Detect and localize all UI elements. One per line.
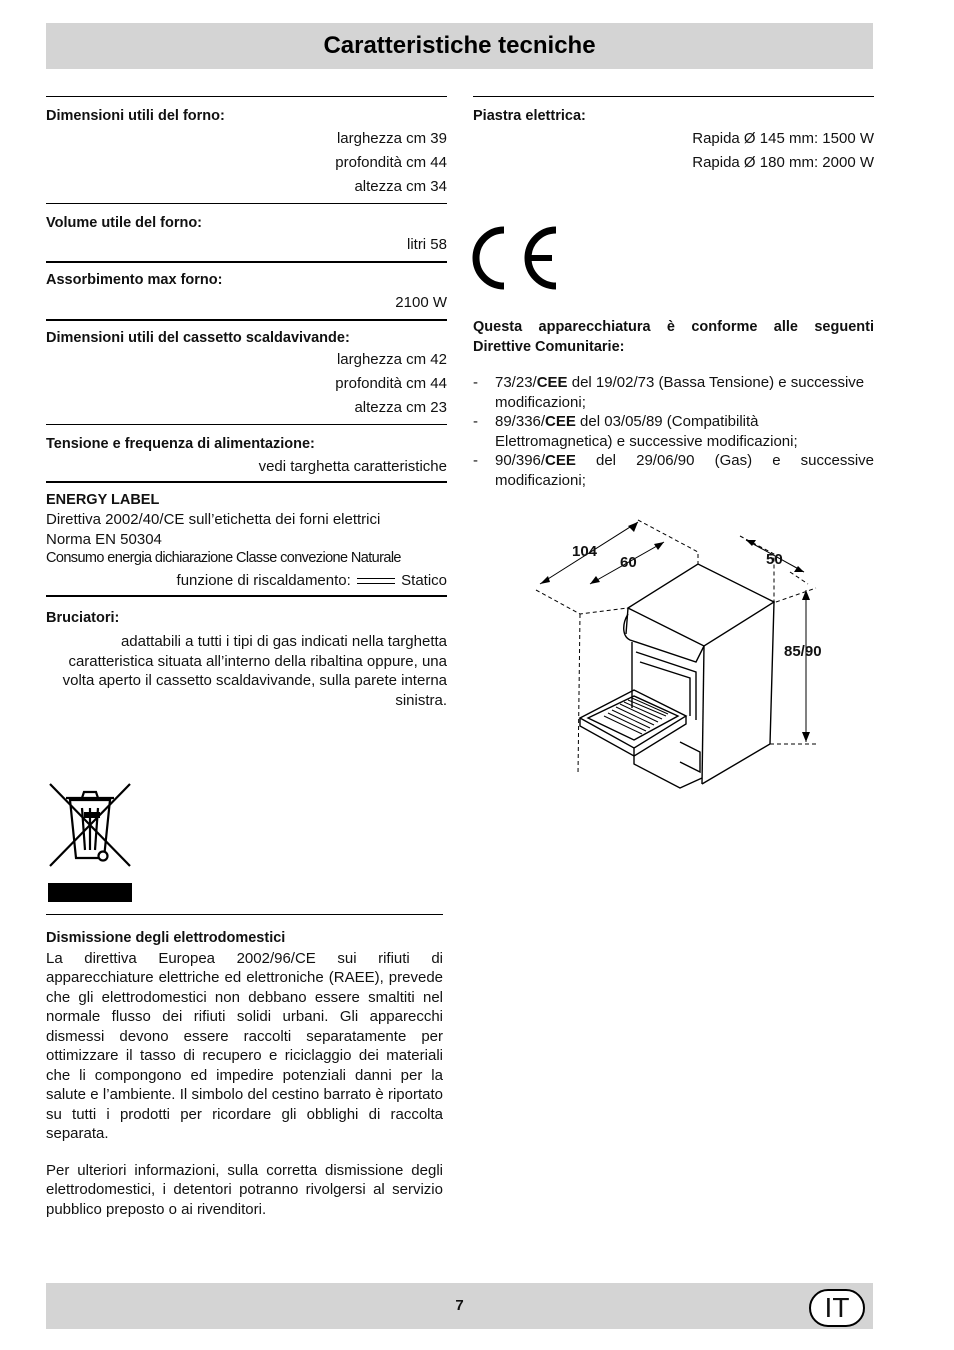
- absorption-value: 2100 W: [395, 293, 447, 311]
- dim-label-50: 50: [766, 551, 783, 568]
- burners-text: adattabili a tutti i tipi di gas indicati nella targhetta caratteristica situata all’interno della ribaltina oppure, una volta aperto il cassetto scaldavivande, sulla parete interna sinistra.: [62, 633, 447, 709]
- heating-function-label: funzione di riscaldamento:: [176, 571, 351, 589]
- disposal-section: [46, 914, 443, 1219]
- page-title: Caratteristiche tecniche: [323, 32, 596, 59]
- volume-header: Volume utile del forno:: [46, 214, 203, 231]
- energy-heating-function: [46, 569, 447, 593]
- drawer-width: larghezza cm 42: [336, 351, 447, 368]
- divider: [46, 319, 447, 321]
- absorption-header: Assorbimento max forno:: [46, 272, 223, 288]
- directive-item: - 89/336/CEE del 03/05/89 (Compatibilità Elettromagnetica) e successive modificazioni;: [473, 413, 798, 450]
- hotplate-line-1: Rapida Ø 145 mm: 1500 W: [692, 129, 874, 147]
- oven-depth: profondità cm 44: [335, 153, 447, 171]
- dim-label-104: 104: [572, 543, 598, 560]
- directive-list: [473, 373, 874, 490]
- directive-item: - 90/396/CEE del 29/06/90 (Gas) e successive modificazioni;: [473, 452, 874, 489]
- disposal-paragraph-1: La direttiva Europea 2002/96/CE sui rifiuti di apparecchiature elettriche ed elettroniche (RAEE), prevede che gli elettrodomestici non debbano essere smaltiti nel normale flusso dei rifiuti solidi urbani. Gli apparecchi dismessi devono essere raccolti separatamente per ottimizzare il tasso di recupero e riciclaggio dei materiali che li compongono ed impedire potenziali danni per la salute e l’ambiente. Il simbolo del cestino barrato è riportato su tutti i prodotti per ricordare gli obblighi di raccolta separata.: [46, 949, 443, 1142]
- oven-width: larghezza cm 39: [336, 129, 447, 147]
- blank-underline: [357, 578, 395, 584]
- oven-dims-header: Dimensioni utili del forno:: [46, 108, 225, 124]
- heating-function-value: Statico: [401, 571, 447, 589]
- volume-value: litri 58: [406, 236, 447, 253]
- crossed-bin-icon: [48, 782, 132, 870]
- weee-black-bar: [48, 883, 132, 902]
- drawer-depth: profondità cm 44: [335, 375, 447, 392]
- energy-directive: Direttiva 2002/40/CE sull’etichetta dei forni elettrici: [46, 511, 381, 528]
- hotplate-line-2: Rapida Ø 180 mm: 2000 W: [692, 153, 874, 171]
- divider: [473, 96, 874, 97]
- drawer-height: altezza cm 23: [354, 399, 447, 416]
- divider: [46, 96, 447, 97]
- oven-height: altezza cm 34: [354, 177, 447, 195]
- conformity-section: [473, 318, 874, 490]
- dim-label-height: 85/90: [784, 643, 822, 660]
- dim-label-60: 60: [620, 554, 637, 571]
- page-number: 7: [455, 1297, 464, 1314]
- energy-consumption: Consumo energia dichiarazione Classe convezione Naturale: [46, 550, 401, 566]
- voltage-value: vedi targhetta caratteristiche: [258, 457, 447, 475]
- divider: [46, 914, 443, 915]
- voltage-header: Tensione e frequenza di alimentazione:: [46, 436, 315, 452]
- cooker-diagram: [530, 512, 850, 792]
- hotplate-header: Piastra elettrica:: [473, 108, 586, 124]
- divider: [46, 595, 447, 597]
- conformity-header: Questa apparecchiatura è conforme alle seguenti Direttive Comunitarie:: [473, 319, 874, 355]
- left-column: [46, 96, 447, 710]
- energy-header: ENERGY LABEL: [46, 491, 160, 508]
- energy-norm: Norma EN 50304: [46, 530, 162, 548]
- divider: [46, 481, 447, 483]
- country-badge: IT: [809, 1289, 865, 1327]
- divider: [46, 203, 447, 204]
- divider: [46, 261, 447, 263]
- burners-header: Bruciatori:: [46, 609, 120, 626]
- directive-item: - 73/23/CEE del 19/02/73 (Bassa Tensione) e successive modificazioni;: [473, 374, 865, 411]
- ce-mark-icon: [472, 224, 562, 292]
- disposal-paragraph-2: Per ulteriori informazioni, sulla corretta dismissione degli elettrodomestici, i detentori potranno rivolgersi al servizio pubblico preposto o ai rivenditori.: [46, 1161, 443, 1218]
- title-bar: [46, 23, 873, 69]
- right-column: [473, 96, 874, 175]
- drawer-dims-header: Dimensioni utili del cassetto scaldavivande:: [46, 329, 350, 346]
- divider: [46, 424, 447, 425]
- footer-bar: [46, 1283, 873, 1329]
- disposal-header: Dismissione degli elettrodomestici: [46, 930, 286, 946]
